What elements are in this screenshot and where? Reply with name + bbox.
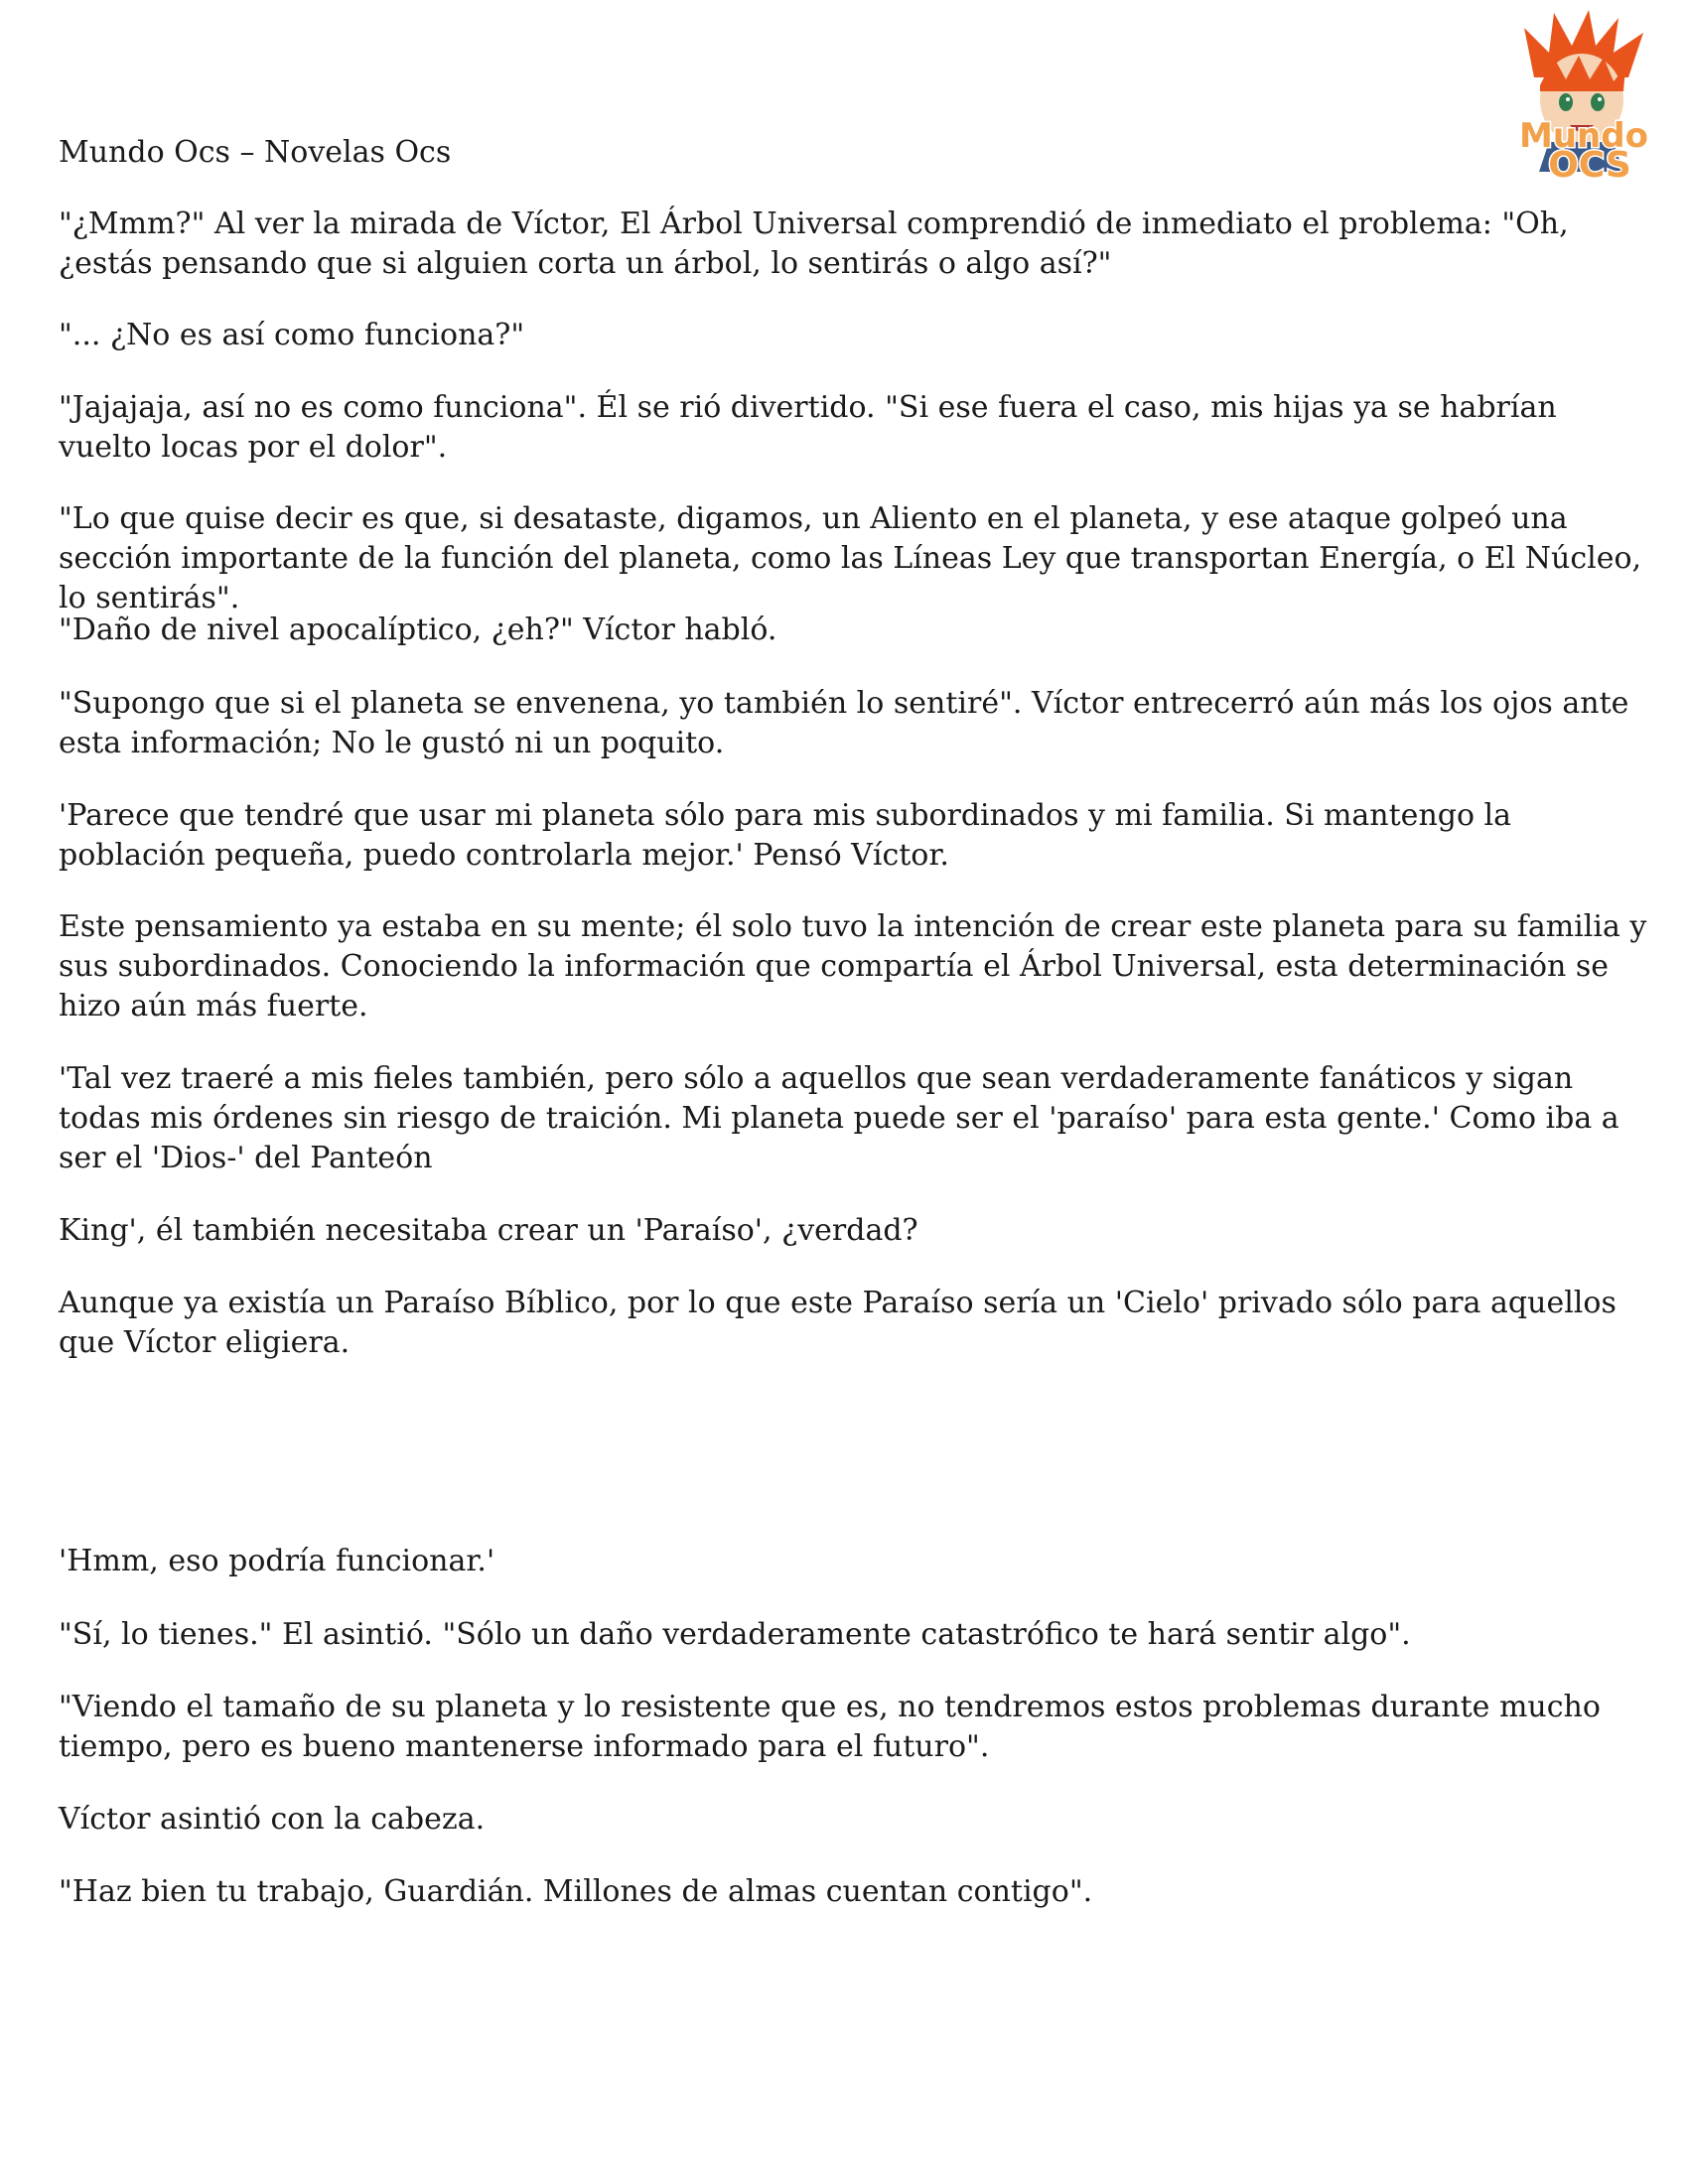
paragraph-9: 'Tal vez traeré a mis fieles también, pero sólo a aquellos que sean verdaderamente fanáticos y sigan todas mis órdenes sin riesgo de traición. Mi planeta puede ser el 'paraíso' para esta gente.' Como iba a ser el 'Dios-' del Panteón bbox=[59, 1061, 1619, 1175]
paragraph-5: "Daño de nivel apocalíptico, ¿eh?" Víctor habló. bbox=[59, 613, 777, 647]
paragraph-6: "Supongo que si el planeta se envenena, yo también lo sentiré". Víctor entrecerró aún más los ojos ante esta información; No le gustó ni un poquito. bbox=[59, 686, 1629, 760]
anime-character-logo-icon bbox=[1494, 8, 1673, 182]
paragraph-16: "Haz bien tu trabajo, Guardián. Millones de almas cuentan contigo". bbox=[59, 1874, 1093, 1909]
paragraph-13: "Sí, lo tienes." El asintió. "Sólo un daño verdaderamente catastrófico te hará sentir algo". bbox=[59, 1617, 1411, 1652]
paragraph-11: Aunque ya existía un Paraíso Bíblico, por lo que este Paraíso sería un 'Cielo' privado sólo para aquellos que Víctor eligiera. bbox=[59, 1286, 1617, 1360]
page-header: Mundo Ocs – Novelas Ocs bbox=[59, 135, 452, 170]
paragraph-2: "... ¿No es así como funciona?" bbox=[59, 318, 525, 352]
paragraph-8: Este pensamiento ya estaba en su mente; él solo tuvo la intención de crear este planeta para su familia y sus subordinados. Conociendo la información que compartía el Árbol Universal, esta determinación se hizo aún más fuerte. bbox=[59, 909, 1647, 1024]
paragraph-14: "Viendo el tamaño de su planeta y lo resistente que es, no tendremos estos problemas durante mucho tiempo, pero es bueno mantenerse informado para el futuro". bbox=[59, 1690, 1601, 1764]
logo-text-top: Mundo bbox=[1519, 116, 1648, 156]
paragraph-1: "¿Mmm?" Al ver la mirada de Víctor, El Árbol Universal comprendió de inmediato el problema: "Oh, ¿estás pensando que si alguien corta un árbol, lo sentirás o algo así?" bbox=[59, 206, 1569, 281]
paragraph-12: 'Hmm, eso podría funcionar.' bbox=[59, 1544, 495, 1578]
logo-text-bottom: OCS bbox=[1548, 145, 1631, 182]
paragraph-15: Víctor asintió con la cabeza. bbox=[59, 1802, 486, 1837]
mundo-ocs-logo bbox=[1494, 8, 1673, 182]
paragraph-10: King', él también necesitaba crear un 'Paraíso', ¿verdad? bbox=[59, 1213, 918, 1248]
paragraph-7: 'Parece que tendré que usar mi planeta sólo para mis subordinados y mi familia. Si mantengo la población pequeña, puedo controlarla mejor.' Pensó Víctor. bbox=[59, 798, 1512, 873]
paragraph-3: "Jajajaja, así no es como funciona". Él se rió divertido. "Si ese fuera el caso, mis hijas ya se habrían vuelto locas por el dolor". bbox=[59, 390, 1557, 465]
paragraph-4: "Lo que quise decir es que, si desataste, digamos, un Aliento en el planeta, y ese ataque golpeó una sección importante de la función del planeta, como las Líneas Ley que transportan Energía, o El Núcleo, lo sentirás". bbox=[59, 501, 1642, 615]
